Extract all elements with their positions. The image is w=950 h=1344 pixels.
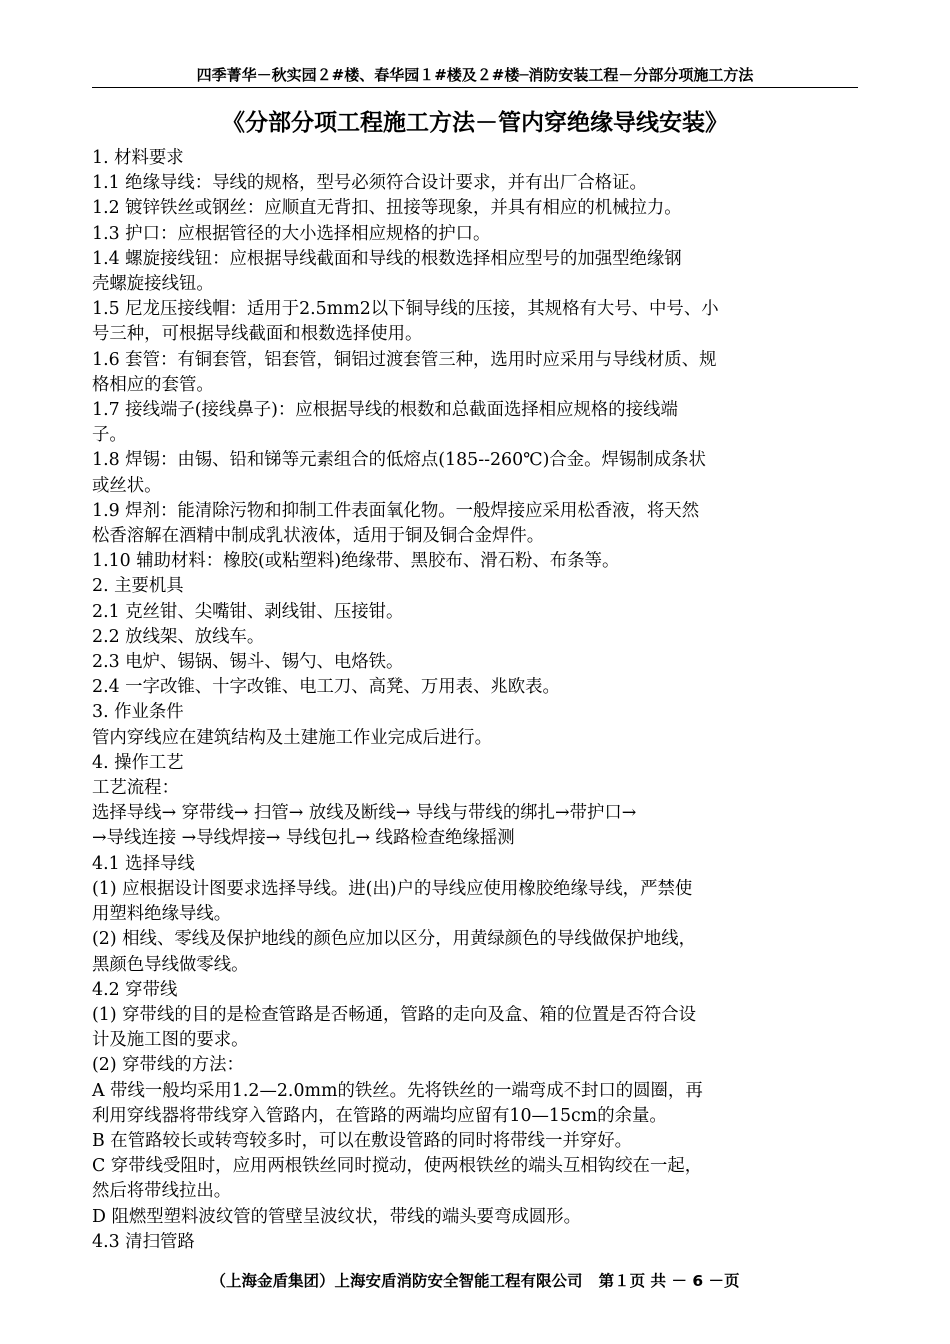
- text-line: 1.6 套管：有铜套管，铝套管，铜铝过渡套管三种，选用时应采用与导线材质、规: [92, 349, 717, 370]
- text-line: 松香溶解在酒精中制成乳状液体，适用于铜及铜合金焊件。: [92, 526, 545, 547]
- text-line: 3. 作业条件: [92, 702, 184, 723]
- text-line: 4.3 清扫管路: [92, 1231, 195, 1252]
- text-line: 用塑料绝缘导线。: [92, 904, 232, 925]
- text-line: D 阻燃型塑料波纹管的管壁呈波纹状，带线的端头要弯成圆形。: [92, 1206, 582, 1227]
- text-line: 或丝状。: [92, 475, 162, 496]
- text-line: 4.2 穿带线: [92, 979, 178, 1000]
- text-line: 格相应的套管。: [92, 374, 214, 395]
- text-line: C 穿带线受阻时，应用两根铁丝同时搅动，使两根铁丝的端头互相钩绞在一起，: [92, 1156, 703, 1177]
- text-line: 黑颜色导线做零线。: [92, 954, 249, 975]
- text-line: 2.2 放线架、放线车。: [92, 626, 265, 647]
- text-line: 1.8 焊锡：由锡、铅和锑等元素组合的低熔点(185--260℃)合金。焊锡制成条状: [92, 450, 706, 471]
- header-divider: [92, 87, 858, 88]
- text-line: 2. 主要机具: [92, 576, 184, 597]
- text-line: 1.1 绝缘导线：导线的规格，型号必须符合设计要求，并有出厂合格证。: [92, 173, 647, 194]
- running-header: 四季菁华－秋实园２#楼、春华园１#楼及２#楼─消防安装工程－分部分项施工方法: [196, 66, 754, 84]
- text-line: 4.1 选择导线: [92, 853, 195, 874]
- text-line: 2.3 电炉、锡锅、锡斗、锡勺、电烙铁。: [92, 652, 404, 673]
- text-line: 号三种，可根据导线截面和根数选择使用。: [92, 324, 423, 345]
- text-line: 2.1 克丝钳、尖嘴钳、剥线钳、压接钳。: [92, 601, 404, 622]
- text-line: 1. 材料要求: [92, 148, 184, 168]
- text-line: 子。: [92, 425, 127, 446]
- document-body: [92, 146, 860, 1255]
- text-line: 1.2 镀锌铁丝或钢丝：应顺直无背扣、扭接等现象，并具有相应的机械拉力。: [92, 198, 682, 219]
- text-line: 1.4 螺旋接线钮：应根据导线截面和导线的根数选择相应型号的加强型绝缘钢: [92, 248, 682, 269]
- document-title: 《分部分项工程施工方法－管内穿绝缘导线安装》: [222, 110, 728, 136]
- text-line: (1) 穿带线的目的是检查管路是否畅通，管路的走向及盒、箱的位置是否符合设: [92, 1004, 697, 1025]
- text-line: A 带线一般均采用1.2—2.0mm的铁丝。先将铁丝的一端弯成不封口的圆圈，再: [92, 1080, 703, 1101]
- text-line: (1) 应根据设计图要求选择导线。进(出)户的导线应使用橡胶绝缘导线，严禁使: [92, 878, 693, 899]
- text-line: 1.9 焊剂：能清除污物和抑制工件表面氧化物。一般焊接应采用松香液，将天然: [92, 500, 700, 521]
- text-line: 4. 操作工艺: [92, 752, 184, 773]
- page-footer: （上海金盾集团）上海安盾消防安全智能工程有限公司 第１页 共 － 6 －页: [210, 1272, 740, 1290]
- text-line: 2.4 一字改锥、十字改锥、电工刀、高凳、万用表、兆欧表。: [92, 677, 560, 698]
- text-line: 选择导线→ 穿带线→ 扫管→ 放线及断线→ 导线与带线的绑扎→带护口→: [92, 803, 637, 824]
- text-line: 1.5 尼龙压接线帽：适用于2.5mm2以下铜导线的压接，其规格有大号、中号、小: [92, 299, 719, 320]
- text-line: 利用穿线器将带线穿入管路内，在管路的两端均应留有10—15cm的余量。: [92, 1105, 667, 1126]
- text-line: 管内穿线应在建筑结构及土建施工作业完成后进行。: [92, 727, 492, 748]
- text-line: 工艺流程：: [92, 778, 179, 799]
- text-line: →导线连接 →导线焊接→ 导线包扎→ 线路检查绝缘摇测: [92, 828, 515, 849]
- text-line: 计及施工图的要求。: [92, 1030, 249, 1051]
- text-line: 1.10 辅助材料：橡胶(或粘塑料)绝缘带、黑胶布、滑石粉、布条等。: [92, 551, 620, 572]
- text-line: 然后将带线拉出。: [92, 1181, 232, 1202]
- text-line: 壳螺旋接线钮。: [92, 274, 214, 295]
- text-line: 1.7 接线端子(接线鼻子)：应根据导线的根数和总截面选择相应规格的接线端: [92, 400, 678, 421]
- text-line: 1.3 护口：应根据管径的大小选择相应规格的护口。: [92, 223, 491, 244]
- text-line: (2) 穿带线的方法：: [92, 1055, 244, 1076]
- text-line: (2) 相线、零线及保护地线的颜色应加以区分，用黄绿颜色的导线做保护地线，: [92, 929, 697, 950]
- text-line: B 在管路较长或转弯较多时，可以在敷设管路的同时将带线一并穿好。: [92, 1130, 633, 1151]
